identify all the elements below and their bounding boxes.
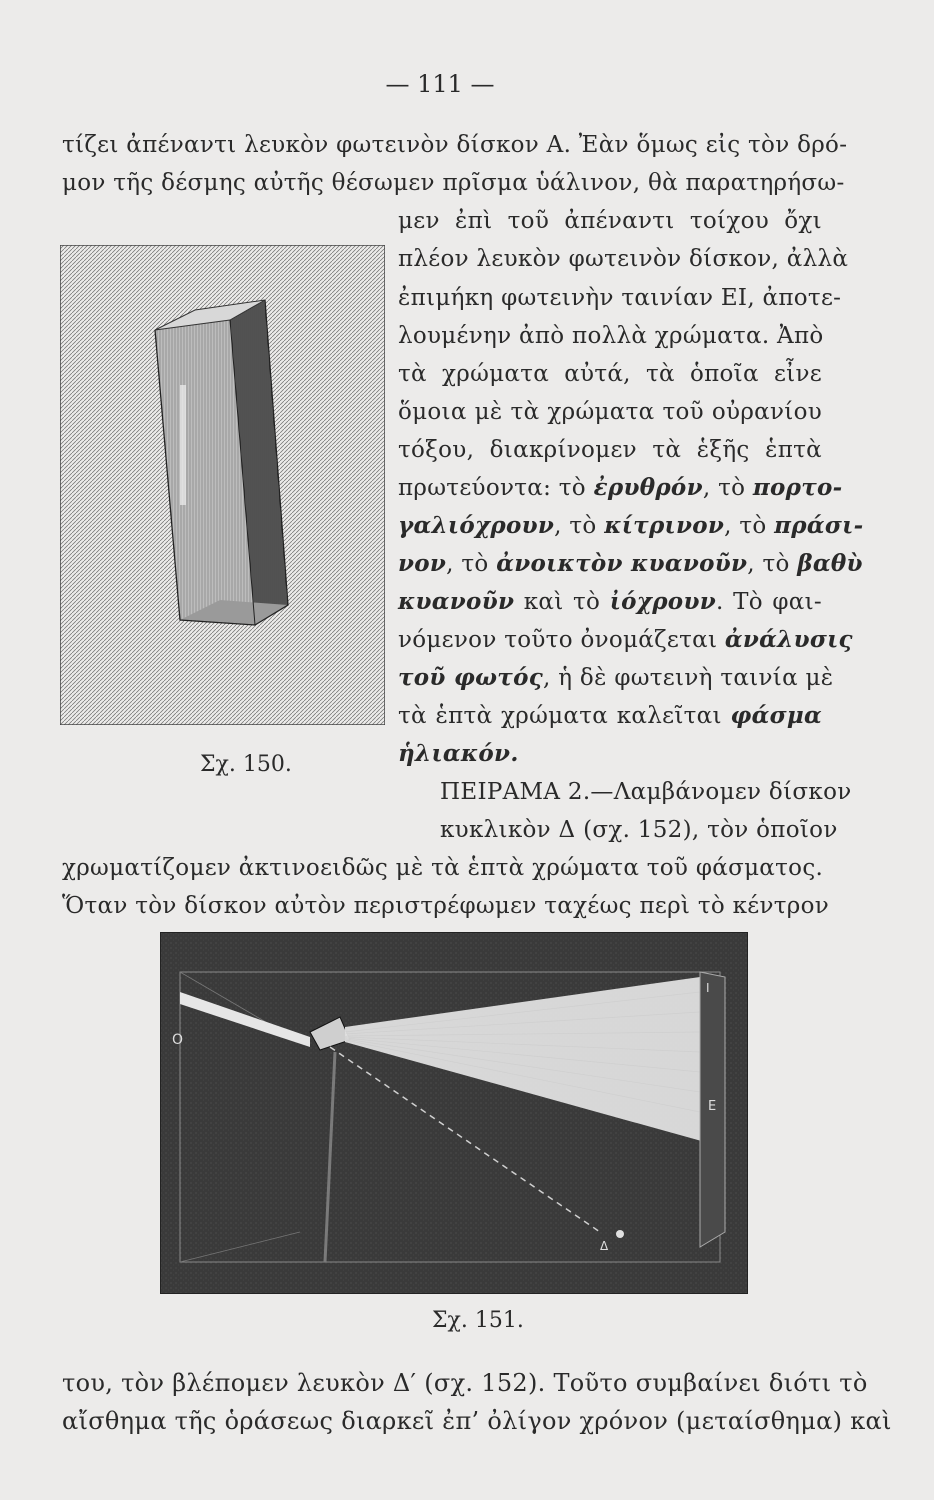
line13-d: . Τὸ φαι-: [715, 589, 822, 615]
text-line-12: [398, 549, 863, 579]
text-line-5: ἐπιμήκη φωτεινὴν ταινίαν ΕΙ, ἀποτε-: [398, 285, 842, 311]
color-yellow: κίτρινον: [604, 512, 725, 539]
text-line-15: [398, 663, 834, 693]
page-number: — 111 —: [385, 70, 495, 98]
text-line-13: [398, 587, 822, 617]
line13-b: καὶ τὸ: [523, 589, 601, 615]
text-line-14: [398, 625, 853, 655]
line12-d: , τὸ: [747, 551, 790, 577]
figure-150-caption: Σχ. 150.: [200, 752, 292, 777]
line10-a: πρωτεύοντα: τὸ: [398, 475, 586, 501]
text-line-8: ὅμοια μὲ τὰ χρώματα τοῦ οὐρανίου: [398, 399, 822, 425]
text-line-10: [398, 473, 843, 503]
text-line-7: τὰ χρώματα αὐτά, τὰ ὁποῖα εἶνε: [398, 361, 822, 387]
figure-151-caption: Σχ. 151.: [432, 1308, 524, 1333]
text-line-22: του, τὸν βλέπομεν λευκὸν Δ′ (σχ. 152). Τοῦτο συμβαίνει διότι τὸ: [62, 1369, 868, 1397]
line15-b: , ἡ δὲ φωτεινὴ ταινία μὲ: [543, 665, 834, 691]
line14-plain: νόμενον τοῦτο ὀνομάζεται: [398, 627, 718, 653]
line12-b: , τὸ: [446, 551, 489, 577]
color-light-blue: ἀνοικτὸν κυανοῦν: [496, 550, 748, 577]
term-spectrum: φάσμα: [730, 702, 822, 729]
prism-illustration: [60, 245, 385, 725]
text-line-11: [398, 511, 864, 541]
color-dark-blue-end: κυανοῦν: [398, 588, 515, 615]
text-line-4: πλέον λευκὸν φωτεινὸν δίσκον, ἀλλὰ: [398, 246, 849, 272]
label-delta: Δ: [600, 1239, 609, 1253]
text-line-9: τόξου, διακρίνομεν τὰ ἑξῆς ἑπτὰ: [398, 437, 822, 463]
color-orange-end: γαλιόχρουν: [398, 512, 555, 539]
figure-150-prism: [60, 245, 385, 725]
color-green-start: πράσι-: [774, 512, 864, 539]
text-line-3: μεν ἐπὶ τοῦ ἀπέναντι τοίχου ὄχι: [398, 208, 822, 234]
label-e: E: [708, 1099, 717, 1114]
text-line-23: αἴσθημα τῆς ὁράσεως διαρκεῖ ἐπ’ ὀλίγον χρόνον (μεταίσθημα) καὶ: [62, 1407, 892, 1435]
label-o: O: [172, 1032, 184, 1048]
color-violet: ἰόχρουν: [609, 588, 716, 615]
line10-c: , τὸ: [702, 475, 746, 501]
line11-b: , τὸ: [554, 513, 597, 539]
figure-151-spectrum: [160, 932, 748, 1294]
text-line-2: μον τῆς δέσμης αὐτῆς θέσωμεν πρῖσμα ὑάλινον, θὰ παρατηρήσω-: [62, 170, 845, 196]
term-analysis: ἀνάλυσις: [724, 626, 853, 653]
line16-a: τὰ ἑπτὰ χρώματα καλεῖται: [398, 703, 722, 729]
color-dark-blue-start: βαθὺ: [797, 550, 863, 577]
label-i: I: [706, 981, 710, 995]
line11-d: , τὸ: [724, 513, 767, 539]
spectrum-illustration: [160, 932, 748, 1294]
color-orange-start: πορτο-: [752, 474, 843, 501]
experiment-heading: ΠΕΙΡΑΜΑ 2.—Λαμβάνομεν δίσκον: [440, 779, 852, 805]
text-line-17: ἡλιακόν.: [398, 740, 519, 767]
color-green-end: νον: [398, 550, 447, 577]
text-line-21: Ὅταν τὸν δίσκον αὐτὸν περιστρέφωμεν ταχέως περὶ τὸ κέντρον: [62, 893, 830, 919]
term-of-light: τοῦ φωτός: [398, 664, 544, 691]
text-line-16: [398, 701, 822, 731]
text-line-19: κυκλικὸν Δ (σχ. 152), τὸν ὁποῖον: [440, 817, 838, 843]
color-red: ἐρυθρόν: [593, 474, 703, 501]
text-line-1: τίζει ἀπέναντι λευκὸν φωτεινὸν δίσκον Α. Ἐὰν ὅμως εἰς τὸν δρό-: [62, 132, 848, 158]
text-line-20: χρωματίζομεν ἀκτινοειδῶς μὲ τὰ ἑπτὰ χρώματα τοῦ φάσματος.: [62, 855, 824, 881]
text-line-6: λουμένην ἀπὸ πολλὰ χρώματα. Ἀπὸ: [398, 323, 824, 349]
